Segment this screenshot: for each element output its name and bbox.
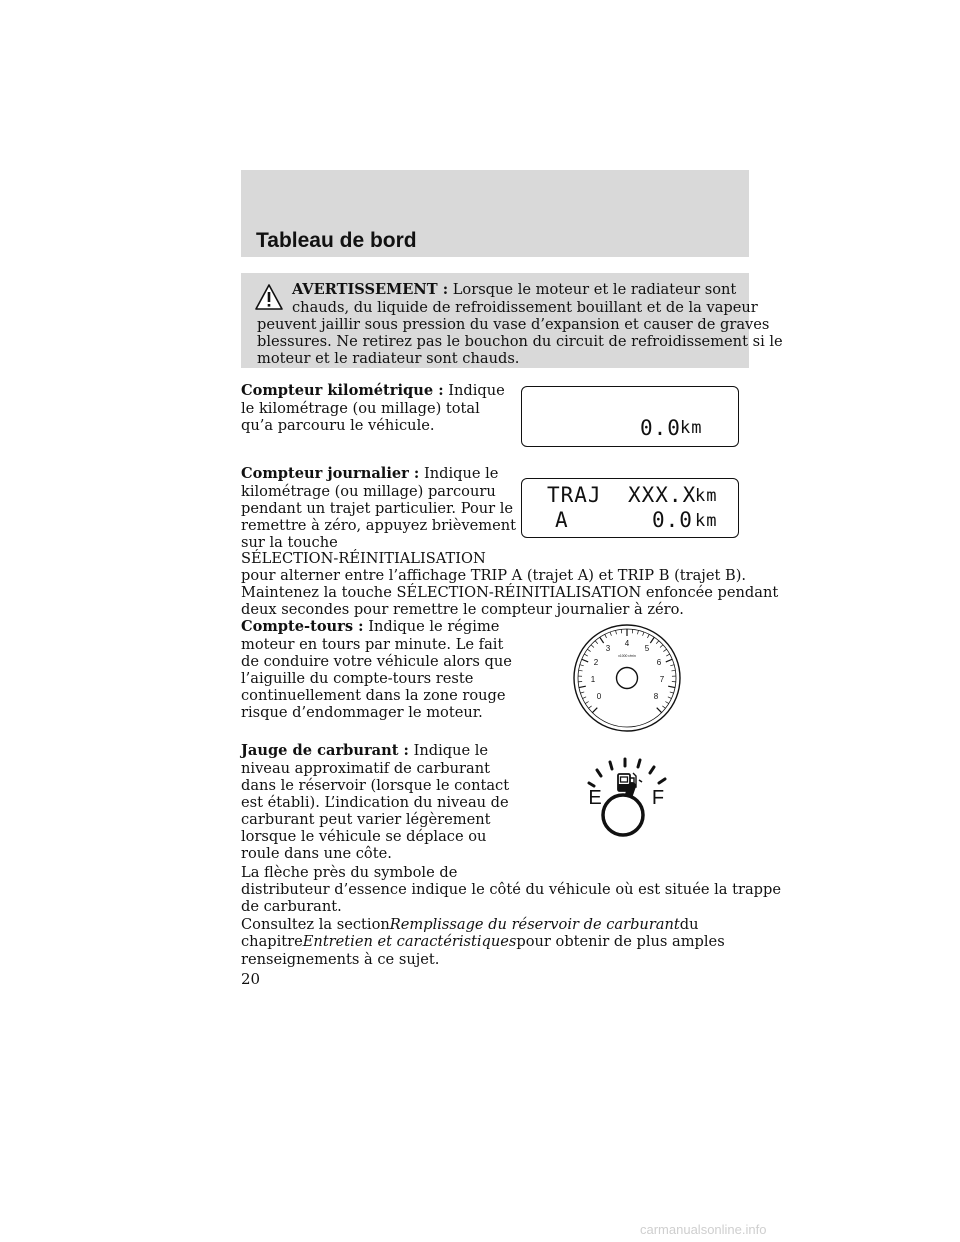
trip-row1-label: TRAJ <box>547 483 602 507</box>
trip-line-3: pendant un trajet particulier. Pour le <box>241 500 514 517</box>
tach-line-1 <box>241 618 499 636</box>
reference-text-3: chapitre <box>241 933 303 950</box>
reference-line-2 <box>241 933 725 951</box>
warning-triangle-icon <box>254 283 284 311</box>
trip-line-7: pour alterner entre l’affichage TRIP A (trajet A) et TRIP B (trajet B). <box>241 567 747 584</box>
fuel-line-5: carburant peut varier légèrement <box>241 811 491 828</box>
trip-line-5: sur la touche <box>241 534 338 551</box>
warning-line-5: moteur et le radiateur sont chauds. <box>257 350 520 367</box>
tach-number-0: 0 <box>596 692 602 701</box>
arrow-line-2: distributeur d’essence indique le côté du véhicule où est située la trappe <box>241 881 781 898</box>
trip-row2-unit: km <box>695 511 718 531</box>
odometer-line-1 <box>241 382 505 400</box>
fuel-line-2: niveau approximatif de carburant <box>241 760 490 777</box>
odometer-text: Indique <box>448 382 505 399</box>
tach-number-3: 3 <box>605 644 611 653</box>
fuel-full-label: F <box>651 787 665 809</box>
trip-row1-unit: km <box>695 486 718 506</box>
fuel-door-arrow-icon <box>639 780 642 782</box>
fuel-line-6: lorsque le véhicule se déplace ou <box>241 828 487 845</box>
tach-caption: x1000 r/min <box>618 654 636 658</box>
tachometer-gauge-icon <box>571 622 683 734</box>
warning-line-3: peuvent jaillir sous pression du vase d’expansion et causer de graves <box>257 316 770 333</box>
arrow-line-3: de carburant. <box>241 898 342 915</box>
fuel-line-3: dans le réservoir (lorsque le contact <box>241 777 510 794</box>
trip-line-2: kilométrage (ou millage) parcouru <box>241 483 496 500</box>
fuel-text: Indique le <box>413 742 489 759</box>
reference-section-link: Remplissage du réservoir de carburant <box>389 916 680 933</box>
trip-line-1 <box>241 465 498 483</box>
tach-number-4: 4 <box>624 639 630 648</box>
odometer-value: 0.0 <box>640 416 681 440</box>
trip-display <box>521 478 739 538</box>
odometer-display <box>521 386 739 447</box>
odometer-unit: km <box>680 418 703 438</box>
tach-text: Indique le régime <box>368 618 500 635</box>
fuel-gauge-hub <box>603 795 643 835</box>
fuel-gauge-icon <box>582 756 674 840</box>
trip-label: Compteur journalier : <box>241 465 420 482</box>
tach-number-2: 2 <box>593 658 599 667</box>
tach-line-5: continuellement dans la zone rouge <box>241 687 506 704</box>
warning-line-4: blessures. Ne retirez pas le bouchon du circuit de refroidissement si le <box>257 333 783 350</box>
section-title: Tableau de bord <box>256 229 417 252</box>
warning-line-1 <box>292 281 736 299</box>
trip-line-8: Maintenez la touche SÉLECTION-RÉINITIALISATION enfoncée pendant <box>241 584 779 601</box>
trip-line-4: remettre à zéro, appuyez brièvement <box>241 517 517 534</box>
warning-label: AVERTISSEMENT : <box>292 281 449 298</box>
trip-line-9: deux secondes pour remettre le compteur journalier à zéro. <box>241 601 684 618</box>
tach-number-8: 8 <box>653 692 659 701</box>
odometer-line-2: le kilométrage (ou millage) total <box>241 400 480 417</box>
reference-text-4: pour obtenir de plus amples <box>516 933 725 950</box>
tach-line-6: risque d’endommager le moteur. <box>241 704 483 721</box>
reference-line-3: renseignements à ce sujet. <box>241 951 440 968</box>
tach-number-6: 6 <box>656 658 662 667</box>
trip-row1-value: XXX.X <box>628 483 697 507</box>
tach-line-3: de conduire votre véhicule alors que <box>241 653 512 670</box>
trip-text: Indique le <box>423 465 499 482</box>
tach-number-7: 7 <box>659 675 665 684</box>
trip-row2-label: A <box>555 508 569 532</box>
trip-line-6: SÉLECTION-RÉINITIALISATION <box>241 550 486 567</box>
reference-text-2: du <box>679 916 699 933</box>
reference-chapter-link: Entretien et caractéristiques <box>302 933 517 950</box>
odometer-label: Compteur kilométrique : <box>241 382 444 399</box>
watermark: carmanualsonline.info <box>640 1222 767 1237</box>
fuel-label: Jauge de carburant : <box>241 742 409 759</box>
tach-line-2: moteur en tours par minute. Le fait <box>241 636 504 653</box>
tach-number-5: 5 <box>644 644 650 653</box>
tach-line-4: l’aiguille du compte-tours reste <box>241 670 474 687</box>
fuel-line-1 <box>241 742 488 760</box>
trip-row2-value: 0.0 <box>652 508 693 532</box>
fuel-empty-label: E <box>588 787 602 809</box>
warning-text: Lorsque le moteur et le radiateur sont <box>452 281 737 298</box>
fuel-line-4: est établi). L’indication du niveau de <box>241 794 509 811</box>
odometer-line-3: qu’a parcouru le véhicule. <box>241 417 435 434</box>
tach-label: Compte-tours : <box>241 618 364 635</box>
page-number: 20 <box>241 970 261 988</box>
fuel-line-7: roule dans une côte. <box>241 845 392 862</box>
tach-number-1: 1 <box>590 675 596 684</box>
warning-line-2: chauds, du liquide de refroidissement bouillant et de la vapeur <box>292 299 758 316</box>
reference-text-1: Consultez la section <box>241 916 390 933</box>
reference-line-1 <box>241 916 699 934</box>
arrow-line-1: La flèche près du symbole de <box>241 864 458 881</box>
